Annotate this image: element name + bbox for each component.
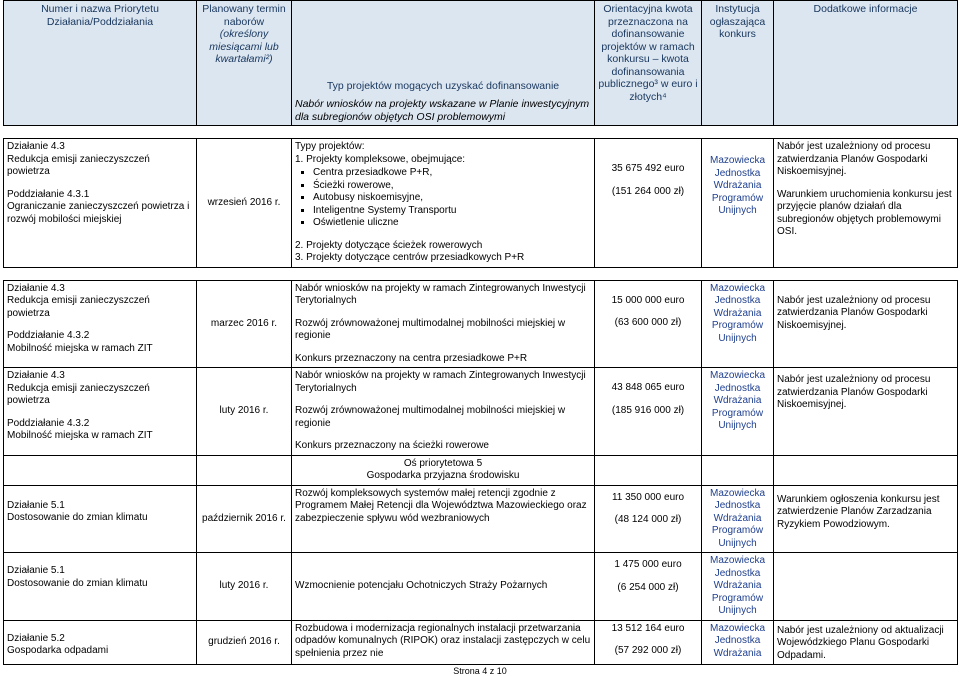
institution-link[interactable]: Mazowiecka Jednostka Wdrażania Programów Unijnych bbox=[702, 368, 774, 456]
header-info: Dodatkowe informacje bbox=[774, 1, 958, 126]
axis-row bbox=[4, 455, 958, 485]
institution-link[interactable]: Mazowiecka Jednostka Wdrażania Programów Unijnych bbox=[702, 139, 774, 268]
institution-link[interactable]: Mazowiecka Jednostka Wdrażania Programów Unijnych bbox=[702, 280, 774, 368]
institution-link[interactable]: Mazowiecka Jednostka Wdrażania Programów Unijnych bbox=[702, 485, 774, 553]
institution-link[interactable]: Mazowiecka Jednostka Wdrażania bbox=[702, 620, 774, 665]
table-row: Działanie 4.3 Redukcja emisji zanieczyszczeń powietrza Poddziałanie 4.3.1 Ograniczanie zanieczyszczeń powietrza i rozwój mobilości miejskiej wrzesień 2016 r. Typy projektów: 1. Projekty kompleksowe, obejmujące: ▪ Centra przesiadkowe P+R, ▪ Ścieżki rowerowe, ▪ Autobusy niskoemisyjne, ▪ Inteligentne Systemy Transportu ▪ Oświetlenie uliczne 2. Projekty dotyczące ścieżek rowerowych 3. Projekty dotyczące centrów przesiadkowych P+R 35 675 492 euro (151 264 000 zł) Mazowiecka Jednostka Wdrażania Programów Unijnych Nabór jest uzależniony od procesu zatwierdzania Planów Gospodarki Niskoemisyjnej. Warunkiem uruchomienia konkursu jest przyjęcie planów działań dla subregionów objętych problemowymi OSI. bbox=[4, 139, 958, 268]
header-priority: Numer i nazwa Priorytetu Działania/Poddziałania bbox=[4, 1, 197, 126]
page-number: Strona 4 z 10 bbox=[453, 666, 507, 676]
header-types: Typ projektów mogących uzyskać dofinansowanie Nabór wniosków na projekty wskazane w Planie inwestycyjnym dla subregionów objętych OSI problemowymi bbox=[292, 1, 595, 126]
institution-link[interactable]: Mazowiecka Jednostka Wdrażania Programów Unijnych bbox=[702, 553, 774, 621]
table-row: Działanie 5.2 Gospodarka odpadami grudzień 2016 r. Rozbudowa i modernizacja regionalnych instalacji przetwarzania odpadów komunalnych (RIPOK) oraz instalacji zastępczych w celu spełnienia przez nie 13 512 164 euro (57 292 000 zł) Mazowiecka Jednostka Wdrażania Nabór jest uzależniony od aktualizacji Wojewódzkiego Planu Gospodarki Odpadami. bbox=[4, 620, 958, 665]
axis-name: Gospodarka przyjazna środowisku bbox=[366, 470, 520, 481]
header-types-note: Nabór wniosków na projekty wskazane w Planie inwestycyjnym dla subregionów objętych OSI problemowymi bbox=[295, 98, 590, 123]
header-institution: Instytucja ogłaszająca konkurs bbox=[702, 1, 774, 126]
table-header-row bbox=[4, 1, 958, 126]
table-row: Działanie 4.3 Redukcja emisji zanieczyszczeń powietrza Poddziałanie 4.3.2 Mobilność miejska w ramach ZIT luty 2016 r. Nabór wniosków na projekty w ramach Zintegrowanych Inwestycji Terytorialnych Rozwój zrównoważonej multimodalnej mobilności miejskiej w regionie Konkurs przeznaczony na ścieżki rowerowe 43 848 065 euro (185 916 000 zł) Mazowiecka Jednostka Wdrażania Programów Unijnych Nabór jest uzależniony od procesu zatwierdzania Planów Gospodarki Niskoemisyjnej. bbox=[4, 368, 958, 456]
list-item: ▪ Inteligentne Systemy Transportu bbox=[313, 205, 591, 218]
list-item: ▪ Oświetlenie uliczne bbox=[313, 217, 591, 230]
schedule-table bbox=[3, 0, 958, 665]
project-type-list bbox=[313, 167, 591, 230]
table-row: Działanie 4.3 Redukcja emisji zanieczyszczeń powietrza Poddziałanie 4.3.2 Mobilność miejska w ramach ZIT marzec 2016 r. Nabór wniosków na projekty w ramach Zintegrowanych Inwestycji Terytorialnych Rozwój zrównoważonej multimodalnej mobilności miejskiej w regionie Konkurs przeznaczony na centra przesiadkowe P+R 15 000 000 euro (63 600 000 zł) Mazowiecka Jednostka Wdrażania Programów Unijnych Nabór jest uzależniony od procesu zatwierdzania Planów Gospodarki Niskoemisyjnej. bbox=[4, 280, 958, 368]
header-amount: Orientacyjna kwota przeznaczona na dofinansowanie projektów w ramach konkursu – kwota dofinansowania publicznego³ w euro i złotych⁴ bbox=[595, 1, 702, 126]
header-date: Planowany termin naborów (określony miesiącami lub kwartałami²) bbox=[197, 1, 292, 126]
list-item: ▪ Ścieżki rowerowe, bbox=[313, 180, 591, 193]
list-item: ▪ Centra przesiadkowe P+R, bbox=[313, 167, 591, 180]
table-row: Działanie 5.1 Dostosowanie do zmian klimatu październik 2016 r. Rozwój kompleksowych systemów małej retencji zgodnie z Programem Małej Retencji dla Województwa Mazowieckiego oraz zabezpieczenie spływu wód wezbraniowych 11 350 000 euro (48 124 000 zł) Mazowiecka Jednostka Wdrażania Programów Unijnych Warunkiem ogłoszenia konkursu jest zatwierdzenie Planów Zarzadzania Ryzykiem Powodziowym. bbox=[4, 485, 958, 553]
list-item: ▪ Autobusy niskoemisyjne, bbox=[313, 192, 591, 205]
table-row: Działanie 5.1 Dostosowanie do zmian klimatu luty 2016 r. Wzmocnienie potencjału Ochotniczych Straży Pożarnych 1 475 000 euro (6 254 000 zł) Mazowiecka Jednostka Wdrażania Programów Unijnych bbox=[4, 553, 958, 621]
axis-number: Oś priorytetowa 5 bbox=[403, 457, 483, 469]
